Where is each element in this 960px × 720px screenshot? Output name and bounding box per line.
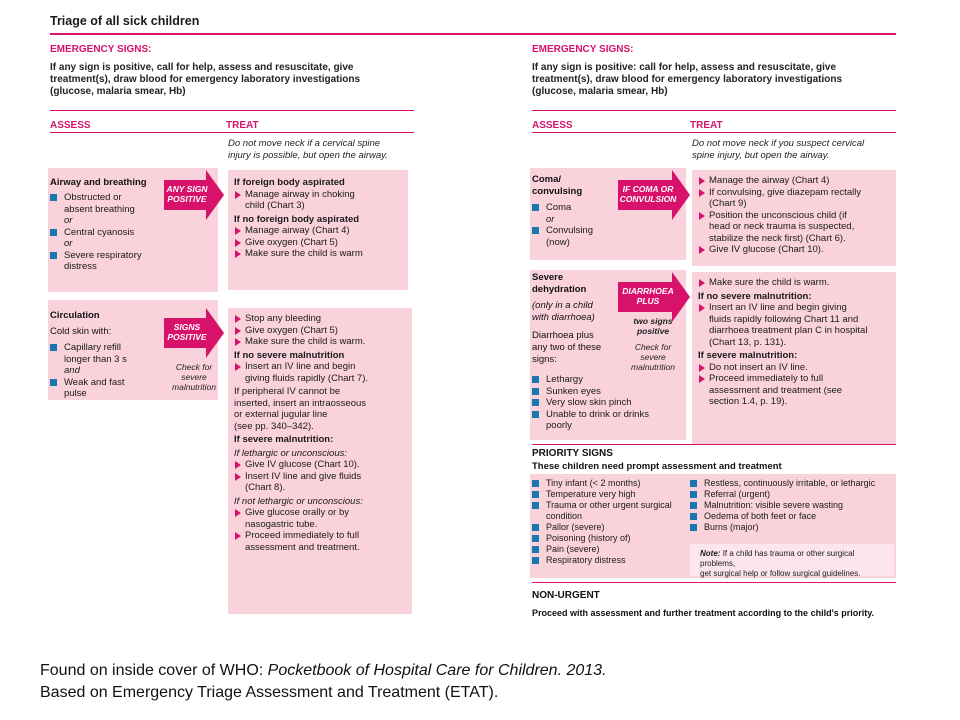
treatment-item: Proceed immediately to full (234, 530, 406, 542)
bullet-square-icon (532, 535, 539, 542)
bullet-square-icon (532, 376, 539, 383)
treatment-item: Insert an IV line and begin giving (698, 302, 890, 314)
surgical-note: Note: If a child has trauma or other surgical problems, get surgical help or follow surgical guidelines. (690, 544, 894, 576)
if-coma-or-convulsion-label: IF COMA OR CONVULSION (619, 184, 677, 204)
divider (532, 132, 896, 133)
neck-note-right: Do not move neck if you suspect cervical spine injury, but open the airway. (692, 138, 865, 161)
emergency-heading-right: EMERGENCY SIGNS: (532, 44, 634, 55)
triangle-bullet-icon (235, 461, 241, 469)
list-item: Oedema of both feet or face (690, 511, 896, 522)
list-item: (now) (546, 236, 570, 248)
list-item: condition (546, 511, 583, 521)
treat-header-left: TREAT (226, 120, 259, 131)
dehydration-intro: Diarrhoea plus any two of these signs: (532, 330, 602, 365)
treatment-item: Give oxygen (Chart 5) (234, 237, 402, 249)
treatment-item: Make sure the child is warm (234, 248, 402, 260)
triangle-bullet-icon (235, 327, 241, 335)
divider (50, 132, 414, 133)
emergency-text-right: If any sign is positive: call for help, assess and resuscitate, give treatment(s), draw blood for emergency laboratory investigations (glucose, malaria smear, Hb) (532, 62, 843, 97)
title-rule (50, 33, 896, 35)
bullet-square-icon (532, 491, 539, 498)
divider (532, 444, 896, 445)
treatment-item: Position the unconscious child (if (698, 210, 890, 222)
triangle-bullet-icon (235, 227, 241, 235)
bullet-square-icon (690, 491, 697, 498)
treatment-text: or external jugular line (234, 409, 328, 420)
treatment-heading: If no severe malnutrition: (698, 290, 812, 302)
list-item: Central cyanosis (50, 227, 190, 239)
priority-title: PRIORITY SIGNS (532, 448, 613, 459)
bullet-square-icon (532, 388, 539, 395)
triangle-bullet-icon (235, 239, 241, 247)
airway-title: Airway and breathing (50, 177, 147, 188)
list-item: Malnutrition: visible severe wasting (690, 500, 896, 511)
check-malnutrition-note-left: Check for severe malnutrition (172, 362, 216, 392)
bullet-square-icon (532, 502, 539, 509)
list-item: Very slow skin pinch (532, 397, 682, 409)
list-item: pulse (64, 388, 87, 399)
treatment-heading: If foreign body aspirated (234, 177, 345, 188)
treatment-item: section 1.4, p. 19). (709, 396, 788, 407)
bullet-square-icon (532, 546, 539, 553)
bullet-square-icon (532, 557, 539, 564)
assess-header-right: ASSESS (532, 120, 573, 131)
bullet-square-icon (690, 524, 697, 531)
treatment-item: stabilize the neck first) (Chart 6). (709, 232, 846, 244)
treatment-item: giving fluids rapidly (Chart 7). (245, 372, 369, 384)
list-item: Convulsing (532, 225, 622, 237)
treatment-item: (Chart 13, p. 131). (709, 336, 787, 348)
list-item: Poisoning (history of) (532, 533, 690, 544)
signs-positive-label: SIGNS POSITIVE (167, 322, 207, 342)
triangle-bullet-icon (235, 191, 241, 199)
list-item: Coma (532, 202, 622, 214)
treatment-item: child (Chart 3) (245, 200, 305, 211)
assess-header-left: ASSESS (50, 120, 91, 131)
treatment-text: (see pp. 340–342). (234, 420, 314, 432)
list-item: poorly (546, 420, 572, 431)
list-separator: or (64, 238, 73, 249)
treatment-item: Manage the airway (Chart 4) (698, 175, 890, 187)
treatment-item: Insert IV line and give fluids (234, 471, 406, 483)
triangle-bullet-icon (235, 315, 241, 323)
list-item: Unable to drink or drinks (532, 409, 682, 421)
treatment-item: Give IV glucose (Chart 10). (698, 244, 890, 256)
coma-signs-list (532, 202, 622, 248)
priority-signs-list-1 (532, 478, 690, 566)
bullet-square-icon (532, 204, 539, 211)
circulation-title: Circulation (50, 310, 100, 321)
divider (532, 582, 896, 583)
non-urgent-title: NON-URGENT (532, 590, 600, 601)
list-item: Capillary refill (50, 342, 160, 354)
page-title: Triage of all sick children (50, 14, 200, 28)
coma-title: Coma/ convulsing (532, 174, 583, 197)
treatment-text: inserted, insert an intraosseous (234, 397, 367, 409)
triangle-bullet-icon (235, 363, 241, 371)
treatment-item: Give glucose orally or by (234, 507, 406, 519)
treatment-item: head or neck trauma is suspected, (709, 221, 855, 232)
emergency-heading-left: EMERGENCY SIGNS: (50, 44, 152, 55)
emergency-text-left: If any sign is positive, call for help, assess and resuscitate, give treatment(s), draw blood for emergency laboratory investigations (glucose, malaria smear, Hb) (50, 62, 361, 97)
triangle-bullet-icon (235, 509, 241, 517)
dehydration-condition: (only in a child with diarrhoea) (532, 300, 595, 323)
coma-treatment-box (692, 170, 896, 266)
triangle-bullet-icon (699, 375, 705, 383)
list-item: Tiny infant (< 2 months) (532, 478, 690, 489)
treatment-item: Insert an IV line and begin (234, 361, 406, 373)
triangle-bullet-icon (699, 177, 705, 185)
triangle-bullet-icon (235, 473, 241, 481)
triangle-bullet-icon (699, 212, 705, 220)
treatment-heading: If no foreign body aspirated (234, 213, 360, 225)
treat-header-right: TREAT (690, 120, 723, 131)
bullet-square-icon (50, 194, 57, 201)
bullet-square-icon (532, 524, 539, 531)
list-item: Respiratory distress (532, 555, 690, 566)
treatment-item: Make sure the child is warm. (698, 277, 890, 289)
caption-line-1: Found on inside cover of WHO: Pocketbook of Hospital Care for Children. 2013. (40, 662, 607, 679)
list-item: Pallor (severe) (532, 522, 690, 533)
treatment-item: nasogastric tube. (245, 518, 318, 530)
treatment-text: If peripheral IV cannot be (234, 386, 341, 397)
bullet-square-icon (532, 411, 539, 418)
caption (40, 660, 607, 704)
treatment-item: Manage airway in choking (234, 189, 402, 201)
triangle-bullet-icon (699, 304, 705, 312)
diarrhoea-plus-label: DIARRHOEA PLUS (622, 286, 674, 306)
treatment-item: Do not insert an IV line. (698, 362, 890, 374)
divider (50, 110, 414, 111)
bullet-square-icon (50, 252, 57, 259)
treatment-item: diarrhoea treatment plan C in hospital (709, 325, 868, 336)
treatment-text: If lethargic or unconscious: (234, 447, 348, 459)
list-separator: or (64, 215, 73, 226)
treatment-heading: If severe malnutrition: (234, 434, 334, 445)
list-item: Lethargy (532, 374, 682, 386)
list-item: Burns (major) (690, 522, 896, 533)
non-urgent-text: Proceed with assessment and further treatment according to the child's priority. (532, 608, 875, 618)
dehydration-treatment-box (692, 272, 896, 444)
list-separator: or (546, 213, 555, 225)
bullet-square-icon (50, 379, 57, 386)
list-item: longer than 3 s (64, 353, 127, 365)
treatment-item: If convulsing, give diazepam rectally (698, 187, 890, 199)
list-item: absent breathing (64, 203, 135, 215)
triangle-bullet-icon (699, 364, 705, 372)
bullet-square-icon (50, 344, 57, 351)
circulation-signs-list (50, 342, 160, 400)
list-item: distress (64, 261, 97, 272)
airway-treatment-box (228, 170, 408, 290)
priority-subtitle: These children need prompt assessment and treatment (532, 461, 782, 472)
treatment-item: Give IV glucose (Chart 10). (234, 459, 406, 471)
treatment-item: (Chart 9) (709, 198, 747, 209)
two-signs-positive-note: two signs positive (633, 316, 673, 336)
list-item: Temperature very high (532, 489, 690, 500)
treatment-item: fluids rapidly following Chart 11 and (709, 313, 859, 325)
treatment-item: Proceed immediately to full (698, 373, 890, 385)
list-item: Referral (urgent) (690, 489, 896, 500)
triangle-bullet-icon (235, 338, 241, 346)
caption-line-2: Based on Emergency Triage Assessment and Treatment (ETAT). (40, 684, 499, 701)
list-item: Weak and fast (50, 377, 160, 389)
list-item: Restless, continuously irritable, or lethargic (690, 478, 896, 489)
bullet-square-icon (690, 480, 697, 487)
treatment-item: assessment and treatment (see (709, 384, 843, 396)
treatment-item: Stop any bleeding (234, 313, 406, 325)
treatment-item: (Chart 8). (245, 482, 286, 493)
treatment-item: Give oxygen (Chart 5) (234, 325, 406, 337)
triangle-bullet-icon (235, 250, 241, 258)
bullet-square-icon (50, 229, 57, 236)
treatment-heading: If severe malnutrition: (698, 350, 798, 361)
list-item: Severe respiratory (50, 250, 190, 262)
bullet-square-icon (690, 502, 697, 509)
priority-signs-list-2 (690, 478, 896, 533)
treatment-item: assessment and treatment. (245, 541, 360, 553)
triangle-bullet-icon (235, 532, 241, 540)
treatment-text: If not lethargic or unconscious: (234, 495, 363, 507)
divider (532, 110, 896, 111)
bullet-square-icon (532, 399, 539, 406)
neck-note-left: Do not move neck if a cervical spine injury is possible, but open the airway. (228, 138, 388, 161)
triangle-bullet-icon (699, 279, 705, 287)
bullet-square-icon (532, 480, 539, 487)
bullet-square-icon (532, 227, 539, 234)
list-item: Pain (severe) (532, 544, 690, 555)
list-item: Sunken eyes (532, 386, 682, 398)
treatment-item: Make sure the child is warm. (234, 336, 406, 348)
bullet-square-icon (690, 513, 697, 520)
circulation-subtitle: Cold skin with: (50, 326, 112, 337)
treatment-item: Manage airway (Chart 4) (234, 225, 402, 237)
list-item: Trauma or other urgent surgical (532, 500, 690, 511)
list-item: Obstructed or (50, 192, 190, 204)
dehydration-title: Severe dehydration (532, 272, 587, 295)
triangle-bullet-icon (699, 189, 705, 197)
circulation-treatment-box (228, 308, 412, 614)
treatment-heading: If no severe malnutrition (234, 349, 345, 361)
any-sign-positive-label: ANY SIGN POSITIVE (166, 184, 208, 204)
dehydration-signs-list (532, 374, 682, 432)
triangle-bullet-icon (699, 246, 705, 254)
check-malnutrition-note-right: Check for severe malnutrition (631, 342, 675, 372)
list-separator: and (64, 365, 80, 376)
